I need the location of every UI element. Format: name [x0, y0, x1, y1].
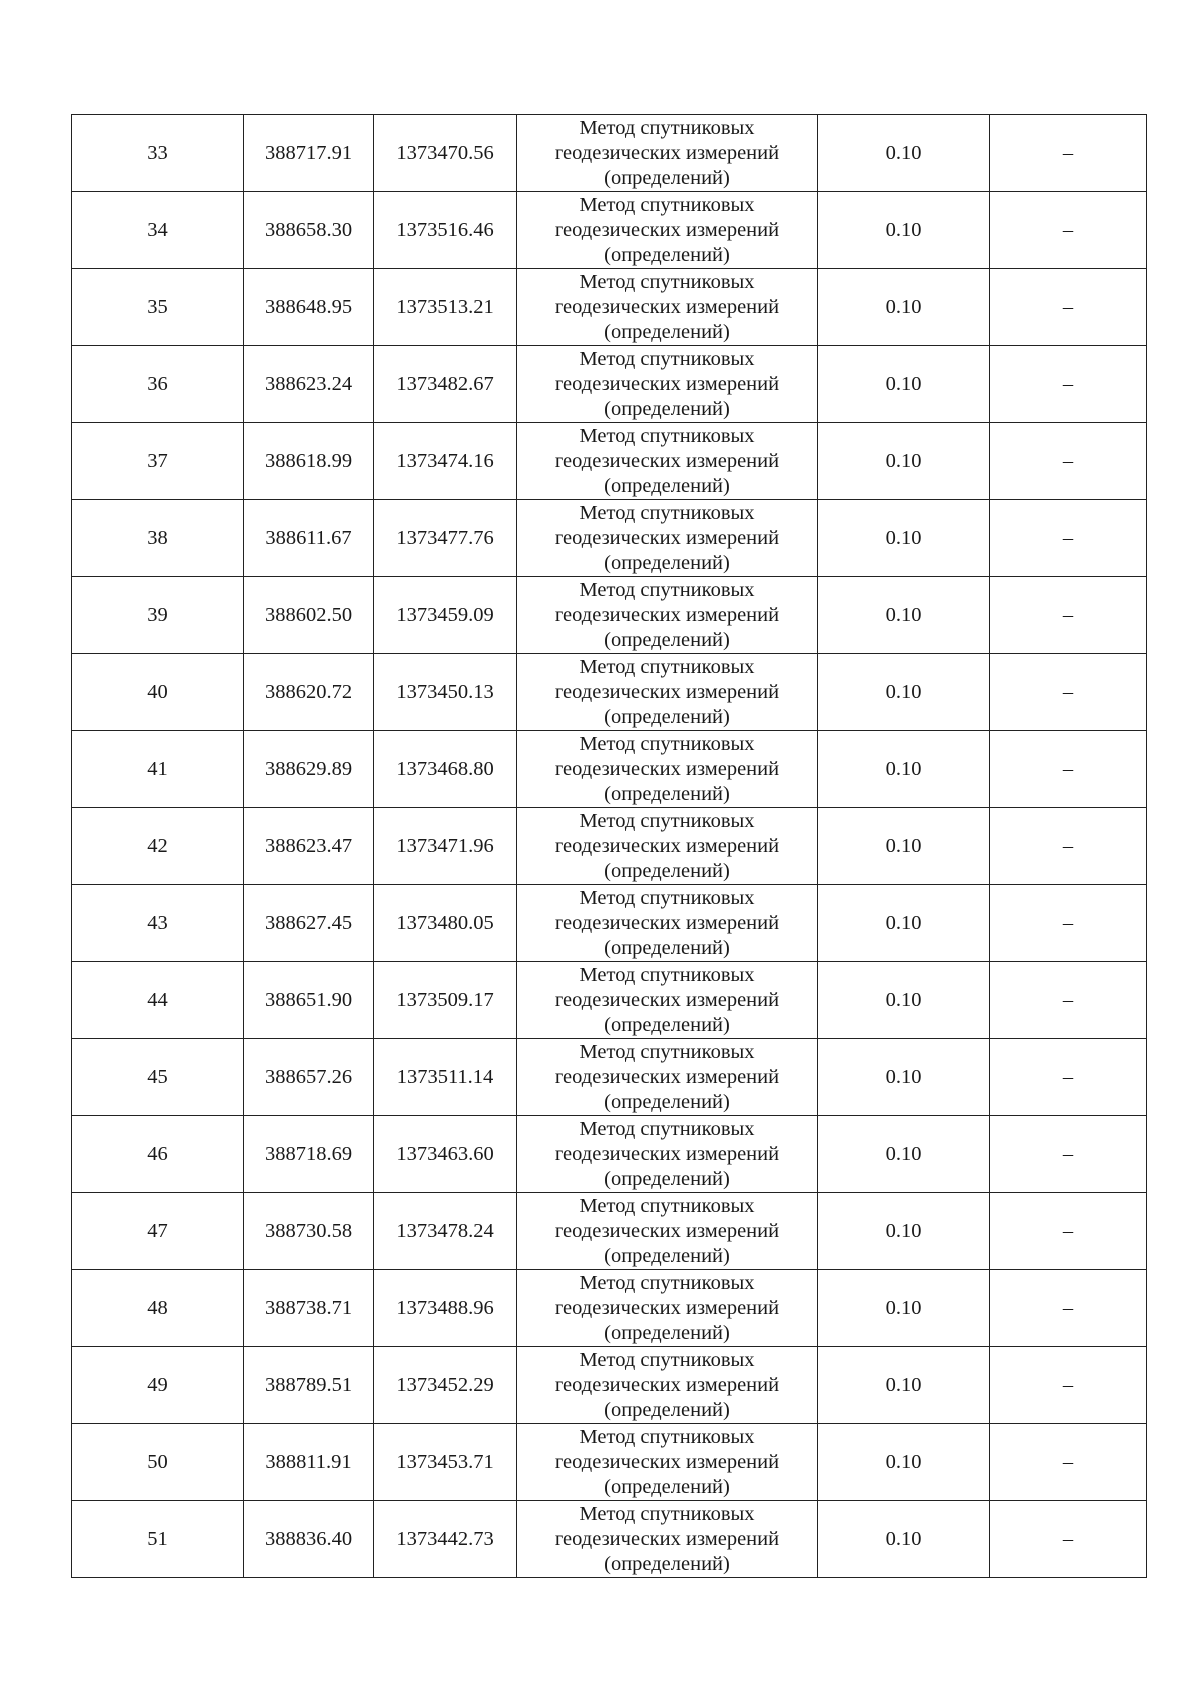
method-text-line: (определений): [604, 1244, 730, 1267]
coordinate-y-cell: 1373480.05: [374, 885, 517, 962]
method-text-line: геодезических измерений: [554, 141, 780, 164]
method-text-line: Метод спутниковых: [579, 732, 755, 755]
accuracy-cell: 0.10: [818, 1347, 990, 1424]
point-number-cell: 41: [72, 731, 244, 808]
accuracy-cell: 0.10: [818, 654, 990, 731]
method-text-line: Метод спутниковых: [579, 116, 755, 139]
method-text-line: геодезических измерений: [554, 295, 780, 318]
accuracy-cell: 0.10: [818, 1270, 990, 1347]
method-text-line: Метод спутниковых: [579, 1194, 755, 1217]
note-cell: –: [990, 885, 1147, 962]
method-text-line: Метод спутниковых: [579, 1040, 755, 1063]
point-number-cell: 44: [72, 962, 244, 1039]
accuracy-cell: 0.10: [818, 423, 990, 500]
point-number-cell: 40: [72, 654, 244, 731]
note-cell: –: [990, 1270, 1147, 1347]
method-text-line: (определений): [604, 1398, 730, 1421]
coordinate-x-cell: 388811.91: [244, 1424, 374, 1501]
method-text-line: (определений): [604, 397, 730, 420]
coordinate-x-cell: 388602.50: [244, 577, 374, 654]
method-text-line: геодезических измерений: [554, 911, 780, 934]
table-row: [72, 654, 1147, 731]
method-cell: [517, 1039, 818, 1116]
point-number-cell: 38: [72, 500, 244, 577]
accuracy-cell: 0.10: [818, 885, 990, 962]
method-text-line: (определений): [604, 782, 730, 805]
accuracy-cell: 0.10: [818, 269, 990, 346]
method-text-line: (определений): [604, 1013, 730, 1036]
method-text-line: геодезических измерений: [554, 1219, 780, 1242]
note-cell: –: [990, 1424, 1147, 1501]
table-row: [72, 962, 1147, 1039]
method-text-line: Метод спутниковых: [579, 809, 755, 832]
table-row: [72, 1270, 1147, 1347]
method-text-line: Метод спутниковых: [579, 424, 755, 447]
method-text-line: геодезических измерений: [554, 680, 780, 703]
method-cell: [517, 1501, 818, 1578]
method-cell: [517, 962, 818, 1039]
note-cell: –: [990, 346, 1147, 423]
note-cell: –: [990, 192, 1147, 269]
coordinates-table: [71, 114, 1147, 1578]
method-text-line: Метод спутниковых: [579, 501, 755, 524]
coordinate-y-cell: 1373477.76: [374, 500, 517, 577]
method-text-line: (определений): [604, 551, 730, 574]
point-number-cell: 36: [72, 346, 244, 423]
coordinate-x-cell: 388718.69: [244, 1116, 374, 1193]
point-number-cell: 39: [72, 577, 244, 654]
note-cell: –: [990, 1116, 1147, 1193]
point-number-cell: 42: [72, 808, 244, 885]
method-text-line: Метод спутниковых: [579, 963, 755, 986]
method-cell: [517, 115, 818, 192]
point-number-cell: 45: [72, 1039, 244, 1116]
accuracy-cell: 0.10: [818, 346, 990, 423]
point-number-cell: 33: [72, 115, 244, 192]
method-text-line: Метод спутниковых: [579, 1117, 755, 1140]
coordinate-y-cell: 1373470.56: [374, 115, 517, 192]
coordinate-x-cell: 388657.26: [244, 1039, 374, 1116]
coordinate-x-cell: 388789.51: [244, 1347, 374, 1424]
point-number-cell: 49: [72, 1347, 244, 1424]
table-body: [72, 115, 1147, 1578]
method-cell: [517, 577, 818, 654]
method-text-line: Метод спутниковых: [579, 1502, 755, 1525]
coordinate-x-cell: 388651.90: [244, 962, 374, 1039]
table-row: [72, 731, 1147, 808]
coordinate-x-cell: 388611.67: [244, 500, 374, 577]
method-cell: [517, 1116, 818, 1193]
coordinate-x-cell: 388658.30: [244, 192, 374, 269]
note-cell: –: [990, 808, 1147, 885]
accuracy-cell: 0.10: [818, 1193, 990, 1270]
coordinate-x-cell: 388618.99: [244, 423, 374, 500]
method-text-line: (определений): [604, 936, 730, 959]
method-cell: [517, 192, 818, 269]
coordinate-y-cell: 1373474.16: [374, 423, 517, 500]
method-text-line: геодезических измерений: [554, 1373, 780, 1396]
accuracy-cell: 0.10: [818, 1424, 990, 1501]
method-text-line: (определений): [604, 1167, 730, 1190]
coordinate-x-cell: 388648.95: [244, 269, 374, 346]
method-text-line: (определений): [604, 474, 730, 497]
coordinate-y-cell: 1373513.21: [374, 269, 517, 346]
accuracy-cell: 0.10: [818, 115, 990, 192]
method-text-line: Метод спутниковых: [579, 347, 755, 370]
method-cell: [517, 1193, 818, 1270]
accuracy-cell: 0.10: [818, 1039, 990, 1116]
table-row: [72, 1039, 1147, 1116]
accuracy-cell: 0.10: [818, 500, 990, 577]
coordinate-y-cell: 1373452.29: [374, 1347, 517, 1424]
method-cell: [517, 808, 818, 885]
method-text-line: (определений): [604, 705, 730, 728]
coordinate-y-cell: 1373478.24: [374, 1193, 517, 1270]
point-number-cell: 50: [72, 1424, 244, 1501]
point-number-cell: 46: [72, 1116, 244, 1193]
table-row: [72, 1347, 1147, 1424]
coordinate-x-cell: 388730.58: [244, 1193, 374, 1270]
point-number-cell: 37: [72, 423, 244, 500]
method-text-line: (определений): [604, 320, 730, 343]
method-text-line: (определений): [604, 166, 730, 189]
accuracy-cell: 0.10: [818, 731, 990, 808]
method-text-line: (определений): [604, 1090, 730, 1113]
coordinate-y-cell: 1373442.73: [374, 1501, 517, 1578]
accuracy-cell: 0.10: [818, 808, 990, 885]
point-number-cell: 51: [72, 1501, 244, 1578]
table-row: [72, 1501, 1147, 1578]
method-text-line: Метод спутниковых: [579, 578, 755, 601]
coordinate-x-cell: 388629.89: [244, 731, 374, 808]
method-text-line: геодезических измерений: [554, 834, 780, 857]
note-cell: –: [990, 500, 1147, 577]
method-text-line: Метод спутниковых: [579, 1425, 755, 1448]
accuracy-cell: 0.10: [818, 1116, 990, 1193]
method-text-line: геодезических измерений: [554, 1065, 780, 1088]
method-text-line: геодезических измерений: [554, 372, 780, 395]
coordinate-y-cell: 1373509.17: [374, 962, 517, 1039]
coordinate-x-cell: 388717.91: [244, 115, 374, 192]
note-cell: –: [990, 1039, 1147, 1116]
table-row: [72, 192, 1147, 269]
method-text-line: геодезических измерений: [554, 1527, 780, 1550]
method-text-line: (определений): [604, 243, 730, 266]
method-text-line: Метод спутниковых: [579, 886, 755, 909]
table-row: [72, 1193, 1147, 1270]
table-row: [72, 423, 1147, 500]
method-text-line: Метод спутниковых: [579, 270, 755, 293]
note-cell: –: [990, 731, 1147, 808]
method-text-line: (определений): [604, 1475, 730, 1498]
note-cell: –: [990, 1193, 1147, 1270]
table-row: [72, 577, 1147, 654]
method-cell: [517, 1424, 818, 1501]
method-text-line: геодезических измерений: [554, 603, 780, 626]
method-cell: [517, 654, 818, 731]
note-cell: –: [990, 654, 1147, 731]
note-cell: –: [990, 1347, 1147, 1424]
method-text-line: (определений): [604, 1552, 730, 1575]
table-row: [72, 115, 1147, 192]
method-cell: [517, 731, 818, 808]
method-text-line: Метод спутниковых: [579, 1271, 755, 1294]
accuracy-cell: 0.10: [818, 962, 990, 1039]
coordinate-y-cell: 1373450.13: [374, 654, 517, 731]
method-cell: [517, 346, 818, 423]
method-text-line: (определений): [604, 859, 730, 882]
note-cell: –: [990, 577, 1147, 654]
note-cell: –: [990, 962, 1147, 1039]
point-number-cell: 43: [72, 885, 244, 962]
table-row: [72, 500, 1147, 577]
table-row: [72, 885, 1147, 962]
method-text-line: геодезических измерений: [554, 1450, 780, 1473]
table-row: [72, 1116, 1147, 1193]
coordinate-x-cell: 388627.45: [244, 885, 374, 962]
coordinate-y-cell: 1373482.67: [374, 346, 517, 423]
coordinate-x-cell: 388738.71: [244, 1270, 374, 1347]
coordinate-x-cell: 388623.24: [244, 346, 374, 423]
coordinate-x-cell: 388623.47: [244, 808, 374, 885]
method-text-line: геодезических измерений: [554, 218, 780, 241]
accuracy-cell: 0.10: [818, 1501, 990, 1578]
method-cell: [517, 500, 818, 577]
table-row: [72, 269, 1147, 346]
method-text-line: геодезических измерений: [554, 1296, 780, 1319]
coordinate-y-cell: 1373459.09: [374, 577, 517, 654]
method-text-line: геодезических измерений: [554, 449, 780, 472]
point-number-cell: 48: [72, 1270, 244, 1347]
method-cell: [517, 423, 818, 500]
point-number-cell: 35: [72, 269, 244, 346]
note-cell: –: [990, 1501, 1147, 1578]
coordinate-y-cell: 1373471.96: [374, 808, 517, 885]
table-row: [72, 808, 1147, 885]
method-text-line: геодезических измерений: [554, 526, 780, 549]
coordinate-y-cell: 1373453.71: [374, 1424, 517, 1501]
table-row: [72, 346, 1147, 423]
method-text-line: Метод спутниковых: [579, 1348, 755, 1371]
method-cell: [517, 1270, 818, 1347]
coordinate-y-cell: 1373516.46: [374, 192, 517, 269]
coordinate-y-cell: 1373511.14: [374, 1039, 517, 1116]
method-text-line: (определений): [604, 628, 730, 651]
note-cell: –: [990, 423, 1147, 500]
method-cell: [517, 269, 818, 346]
coordinate-y-cell: 1373468.80: [374, 731, 517, 808]
coordinate-x-cell: 388836.40: [244, 1501, 374, 1578]
accuracy-cell: 0.10: [818, 192, 990, 269]
table-row: [72, 1424, 1147, 1501]
method-text-line: Метод спутниковых: [579, 193, 755, 216]
method-cell: [517, 885, 818, 962]
point-number-cell: 34: [72, 192, 244, 269]
coordinate-y-cell: 1373488.96: [374, 1270, 517, 1347]
point-number-cell: 47: [72, 1193, 244, 1270]
method-cell: [517, 1347, 818, 1424]
method-text-line: геодезических измерений: [554, 757, 780, 780]
method-text-line: геодезических измерений: [554, 1142, 780, 1165]
method-text-line: (определений): [604, 1321, 730, 1344]
accuracy-cell: 0.10: [818, 577, 990, 654]
method-text-line: Метод спутниковых: [579, 655, 755, 678]
note-cell: –: [990, 115, 1147, 192]
method-text-line: геодезических измерений: [554, 988, 780, 1011]
coordinate-y-cell: 1373463.60: [374, 1116, 517, 1193]
coordinate-x-cell: 388620.72: [244, 654, 374, 731]
note-cell: –: [990, 269, 1147, 346]
